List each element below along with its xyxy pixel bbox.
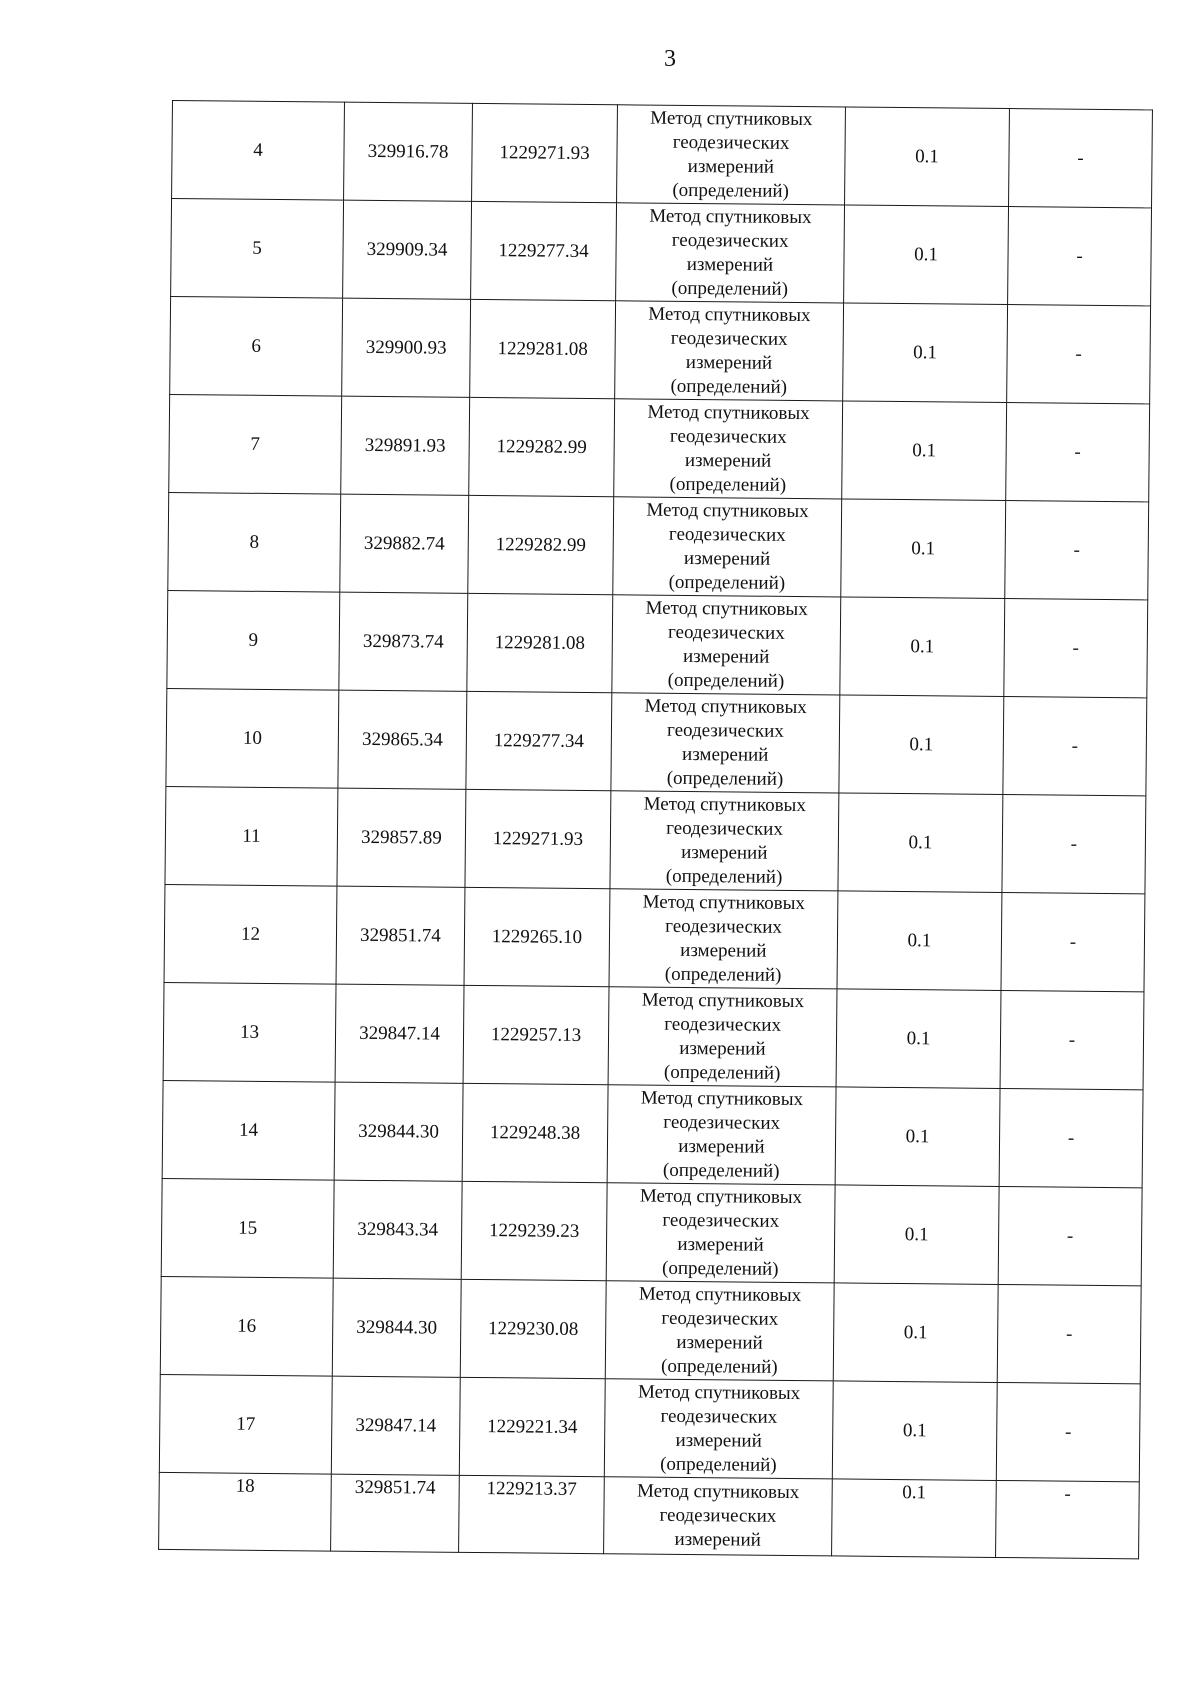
method-text-line: Метод спутниковых bbox=[637, 1381, 801, 1404]
x-coordinate-cell: 329865.34 bbox=[338, 690, 467, 789]
method-text-line: измерений bbox=[679, 1037, 766, 1060]
table-row bbox=[169, 394, 1150, 501]
method-text-line: измерений bbox=[681, 743, 769, 766]
x-coordinate-cell: 329847.14 bbox=[335, 984, 464, 1083]
x-coordinate-cell: 329851.74 bbox=[331, 1474, 460, 1552]
accuracy-cell: 0.1 bbox=[838, 793, 1003, 893]
table-row bbox=[164, 884, 1145, 991]
method-text-line: геодезических bbox=[670, 327, 788, 350]
method-text-line: измерений bbox=[678, 1135, 765, 1158]
x-coordinate-cell: 329916.78 bbox=[344, 102, 473, 201]
y-coordinate-cell: 1229230.08 bbox=[460, 1279, 606, 1378]
point-number-cell: 13 bbox=[163, 982, 336, 1082]
method-text-line: (определений) bbox=[660, 1453, 777, 1476]
method-cell bbox=[610, 791, 839, 891]
point-number-cell: 14 bbox=[162, 1080, 335, 1180]
table-row bbox=[170, 296, 1151, 403]
description-cell: - bbox=[1006, 403, 1150, 502]
method-text-line: (определений) bbox=[668, 571, 786, 594]
accuracy-cell: 0.1 bbox=[833, 1283, 998, 1383]
method-text-line: Метод спутниковых bbox=[644, 695, 807, 718]
table-row bbox=[165, 786, 1146, 893]
point-number-cell: 12 bbox=[164, 884, 337, 984]
method-text-line: геодезических bbox=[667, 621, 785, 644]
method-text-line: измерений bbox=[676, 1331, 763, 1354]
method-text-line: измерений bbox=[687, 155, 775, 178]
method-text-line: измерений bbox=[674, 1528, 761, 1551]
x-coordinate-cell: 329843.34 bbox=[333, 1180, 462, 1279]
method-text-line: (определений) bbox=[667, 669, 785, 692]
point-number-cell: 16 bbox=[160, 1276, 333, 1376]
method-text-line: геодезических bbox=[663, 1111, 781, 1134]
point-number-cell: 8 bbox=[168, 492, 341, 592]
y-coordinate-cell: 1229271.93 bbox=[465, 789, 611, 888]
method-text-line: геодезических bbox=[671, 229, 789, 252]
method-cell bbox=[608, 987, 837, 1087]
accuracy-cell: 0.1 bbox=[835, 1087, 1000, 1187]
description-cell: - bbox=[1000, 990, 1144, 1089]
method-text-line: измерений bbox=[683, 547, 771, 570]
method-text-line: геодезических bbox=[665, 915, 783, 938]
method-cell bbox=[612, 595, 841, 695]
description-cell: - bbox=[996, 1480, 1140, 1558]
description-cell: - bbox=[1008, 207, 1152, 306]
method-text-line: Метод спутниковых bbox=[647, 401, 810, 424]
method-text-line: (определений) bbox=[664, 963, 782, 986]
point-number-cell: 17 bbox=[159, 1374, 332, 1474]
y-coordinate-cell: 1229277.34 bbox=[471, 201, 617, 300]
table-row bbox=[166, 688, 1147, 795]
method-text-line: Метод спутниковых bbox=[638, 1283, 802, 1306]
accuracy-cell: 0.1 bbox=[832, 1381, 997, 1481]
method-text-line: (определений) bbox=[661, 1257, 779, 1280]
y-coordinate-cell: 1229271.93 bbox=[472, 103, 618, 202]
method-text-line: измерений bbox=[686, 253, 774, 276]
table-row bbox=[159, 1472, 1140, 1558]
y-coordinate-cell: 1229248.38 bbox=[462, 1083, 608, 1182]
method-text-line: (определений) bbox=[671, 277, 789, 300]
y-coordinate-cell: 1229239.23 bbox=[461, 1181, 607, 1280]
description-cell: - bbox=[996, 1382, 1140, 1481]
y-coordinate-cell: 1229282.99 bbox=[469, 397, 615, 496]
method-text-line: измерений bbox=[675, 1429, 762, 1452]
method-cell bbox=[609, 889, 838, 989]
method-cell bbox=[613, 497, 842, 597]
y-coordinate-cell: 1229265.10 bbox=[464, 887, 610, 986]
method-text-line: (определений) bbox=[662, 1159, 780, 1182]
method-text-line: (определений) bbox=[672, 179, 790, 202]
y-coordinate-cell: 1229221.34 bbox=[459, 1377, 605, 1476]
accuracy-cell: 0.1 bbox=[845, 107, 1010, 207]
method-text-line: геодезических bbox=[672, 131, 790, 154]
point-number-cell: 6 bbox=[170, 296, 343, 396]
method-text-line: (определений) bbox=[669, 473, 787, 496]
accuracy-cell: 0.1 bbox=[842, 401, 1007, 501]
method-text-line: Метод спутниковых bbox=[646, 499, 809, 522]
x-coordinate-cell: 329882.74 bbox=[340, 494, 469, 593]
method-text-line: Метод спутниковых bbox=[643, 793, 806, 816]
method-text-line: измерений bbox=[680, 939, 767, 962]
table-row bbox=[171, 199, 1152, 306]
accuracy-cell: 0.1 bbox=[837, 891, 1002, 991]
x-coordinate-cell: 329844.30 bbox=[332, 1278, 461, 1377]
accuracy-cell: 0.1 bbox=[834, 1185, 999, 1285]
method-text-line: геодезических bbox=[667, 719, 784, 742]
description-cell: - bbox=[1003, 697, 1147, 796]
method-text-line: измерений bbox=[677, 1233, 764, 1256]
table-row bbox=[159, 1374, 1140, 1481]
y-coordinate-cell: 1229281.08 bbox=[467, 593, 613, 692]
description-cell: - bbox=[1004, 599, 1148, 698]
method-cell bbox=[604, 1379, 833, 1479]
method-cell bbox=[611, 693, 840, 793]
method-text-line: геодезических bbox=[661, 1307, 779, 1330]
x-coordinate-cell: 329900.93 bbox=[342, 298, 471, 397]
point-number-cell: 5 bbox=[171, 199, 344, 299]
method-text-line: Метод спутниковых bbox=[640, 1087, 804, 1110]
description-cell: - bbox=[1002, 795, 1146, 894]
table-row bbox=[167, 590, 1148, 697]
method-text-line: (определений) bbox=[665, 865, 783, 888]
page-number: 3 bbox=[664, 46, 676, 72]
accuracy-cell: 0.1 bbox=[843, 303, 1008, 403]
point-number-cell: 15 bbox=[161, 1178, 334, 1278]
y-coordinate-cell: 1229282.99 bbox=[468, 495, 614, 594]
x-coordinate-cell: 329847.14 bbox=[331, 1376, 460, 1475]
method-cell bbox=[606, 1183, 835, 1283]
method-text-line: Метод спутниковых bbox=[641, 989, 805, 1012]
method-text-line: измерений bbox=[685, 351, 773, 374]
coordinates-table bbox=[158, 100, 1153, 1559]
method-text-line: (определений) bbox=[670, 375, 788, 398]
method-text-line: (определений) bbox=[663, 1061, 781, 1084]
description-cell: - bbox=[998, 1186, 1142, 1285]
table-row bbox=[168, 492, 1149, 599]
y-coordinate-cell: 1229213.37 bbox=[459, 1475, 605, 1553]
accuracy-cell: 0.1 bbox=[841, 499, 1006, 599]
table-row bbox=[172, 101, 1153, 208]
method-text-line: (определений) bbox=[661, 1355, 778, 1378]
point-number-cell: 10 bbox=[166, 688, 339, 788]
description-cell: - bbox=[1001, 893, 1145, 992]
y-coordinate-cell: 1229257.13 bbox=[463, 985, 609, 1084]
method-text-line: геодезических bbox=[666, 817, 783, 840]
point-number-cell: 9 bbox=[167, 590, 340, 690]
y-coordinate-cell: 1229281.08 bbox=[470, 299, 616, 398]
method-text-line: геодезических bbox=[668, 523, 786, 546]
method-text-line: Метод спутниковых bbox=[650, 107, 813, 130]
method-cell bbox=[604, 1477, 833, 1556]
accuracy-cell: 0.1 bbox=[839, 695, 1004, 795]
method-text-line: измерений bbox=[682, 645, 770, 668]
x-coordinate-cell: 329873.74 bbox=[339, 592, 468, 691]
method-text-line: Метод спутниковых bbox=[639, 1185, 803, 1208]
table-body bbox=[159, 101, 1153, 1559]
method-cell bbox=[615, 301, 844, 401]
table-row bbox=[162, 1080, 1143, 1187]
method-text-line: геодезических bbox=[660, 1405, 778, 1428]
accuracy-cell: 0.1 bbox=[832, 1479, 997, 1558]
method-text-line: Метод спутниковых bbox=[636, 1480, 800, 1504]
method-text-line: измерений bbox=[681, 841, 768, 864]
method-text-line: Метод спутниковых bbox=[649, 205, 812, 228]
description-cell: - bbox=[997, 1284, 1141, 1383]
point-number-cell: 4 bbox=[172, 101, 345, 201]
x-coordinate-cell: 329909.34 bbox=[343, 200, 472, 299]
accuracy-cell: 0.1 bbox=[844, 205, 1009, 305]
point-number-cell: 7 bbox=[169, 394, 342, 494]
method-text-line: геодезических bbox=[659, 1504, 777, 1527]
table-row bbox=[160, 1276, 1141, 1383]
table-row bbox=[163, 982, 1144, 1089]
y-coordinate-cell: 1229277.34 bbox=[466, 691, 612, 790]
table-row bbox=[161, 1178, 1142, 1285]
description-cell: - bbox=[1007, 305, 1151, 404]
method-text-line: (определений) bbox=[666, 767, 784, 790]
x-coordinate-cell: 329851.74 bbox=[336, 886, 465, 985]
method-text-line: Метод спутниковых bbox=[648, 303, 811, 326]
method-text-line: геодезических bbox=[669, 425, 787, 448]
method-cell bbox=[616, 203, 845, 303]
x-coordinate-cell: 329891.93 bbox=[341, 396, 470, 495]
accuracy-cell: 0.1 bbox=[840, 597, 1005, 697]
point-number-cell: 11 bbox=[165, 786, 338, 886]
method-text-line: геодезических bbox=[662, 1209, 780, 1232]
x-coordinate-cell: 329844.30 bbox=[334, 1082, 463, 1181]
accuracy-cell: 0.1 bbox=[836, 989, 1001, 1089]
method-cell bbox=[607, 1085, 836, 1185]
method-cell bbox=[617, 105, 846, 205]
point-number-cell: 18 bbox=[159, 1472, 332, 1551]
description-cell: - bbox=[999, 1088, 1143, 1187]
description-cell: - bbox=[1009, 109, 1153, 208]
x-coordinate-cell: 329857.89 bbox=[337, 788, 466, 887]
method-cell bbox=[605, 1281, 834, 1381]
method-text-line: Метод спутниковых bbox=[642, 891, 806, 914]
method-text-line: геодезических bbox=[664, 1013, 782, 1036]
method-text-line: измерений bbox=[684, 449, 772, 472]
description-cell: - bbox=[1005, 501, 1149, 600]
method-text-line: Метод спутниковых bbox=[645, 597, 808, 620]
method-cell bbox=[614, 399, 843, 499]
